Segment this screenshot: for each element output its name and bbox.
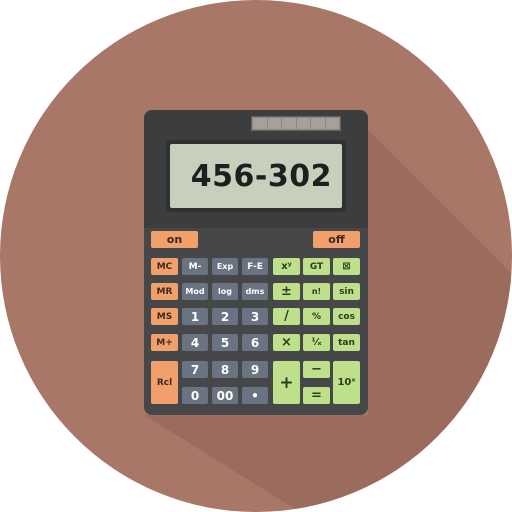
plus-minus-button[interactable]: ± bbox=[273, 283, 300, 300]
mod-button[interactable]: Mod bbox=[182, 283, 208, 300]
digit-5-button[interactable]: 5 bbox=[212, 334, 238, 351]
tan-button[interactable]: tan bbox=[333, 334, 360, 351]
rcl-button[interactable]: Rcl bbox=[151, 361, 178, 404]
digit-3-button[interactable]: 3 bbox=[242, 308, 268, 325]
digit-7-button[interactable]: 7 bbox=[182, 361, 208, 378]
clear-button[interactable] bbox=[333, 258, 360, 275]
ten-power-button[interactable]: 10ˣ bbox=[333, 361, 360, 404]
power-button[interactable]: xʸ bbox=[273, 258, 300, 275]
digit-4-button[interactable]: 4 bbox=[182, 334, 208, 351]
f-e-button[interactable]: F-E bbox=[242, 258, 268, 275]
plus-button[interactable]: + bbox=[273, 361, 300, 404]
multiply-button[interactable]: × bbox=[273, 334, 300, 351]
digit-0-button[interactable]: 0 bbox=[182, 387, 208, 404]
sin-button[interactable]: sin bbox=[333, 283, 360, 300]
on-button[interactable]: on bbox=[151, 231, 198, 248]
m-minus-button[interactable]: M- bbox=[182, 258, 208, 275]
cos-button[interactable]: cos bbox=[333, 308, 360, 325]
digit-1-button[interactable]: 1 bbox=[182, 308, 208, 325]
clear-icon: ⊠ bbox=[342, 261, 351, 272]
exp-button[interactable]: Exp bbox=[212, 258, 238, 275]
solar-panel-icon bbox=[251, 116, 341, 131]
factorial-button[interactable]: n! bbox=[303, 283, 330, 300]
ms-button[interactable]: MS bbox=[151, 308, 178, 325]
digit-6-button[interactable]: 6 bbox=[242, 334, 268, 351]
digit-8-button[interactable]: 8 bbox=[212, 361, 238, 378]
m-plus-button[interactable]: M+ bbox=[151, 334, 178, 351]
percent-button[interactable]: % bbox=[303, 308, 330, 325]
mr-button[interactable]: MR bbox=[151, 283, 178, 300]
minus-button[interactable]: − bbox=[303, 361, 330, 378]
log-button[interactable]: log bbox=[212, 283, 238, 300]
divide-button[interactable]: / bbox=[273, 308, 300, 325]
off-button[interactable]: off bbox=[313, 231, 360, 248]
mc-button[interactable]: MC bbox=[151, 258, 178, 275]
equals-button[interactable]: = bbox=[303, 387, 330, 404]
dms-button[interactable]: dms bbox=[242, 283, 268, 300]
reciprocal-button[interactable]: ¹⁄ₓ bbox=[303, 334, 330, 351]
digit-9-button[interactable]: 9 bbox=[242, 361, 268, 378]
digit-2-button[interactable]: 2 bbox=[212, 308, 238, 325]
calculator-body bbox=[144, 110, 368, 415]
decimal-point-button[interactable]: • bbox=[242, 387, 268, 404]
gt-button[interactable]: GT bbox=[303, 258, 330, 275]
display-value: 456-302 bbox=[190, 158, 332, 194]
double-zero-button[interactable]: 00 bbox=[212, 387, 238, 404]
display-screen bbox=[170, 144, 342, 208]
